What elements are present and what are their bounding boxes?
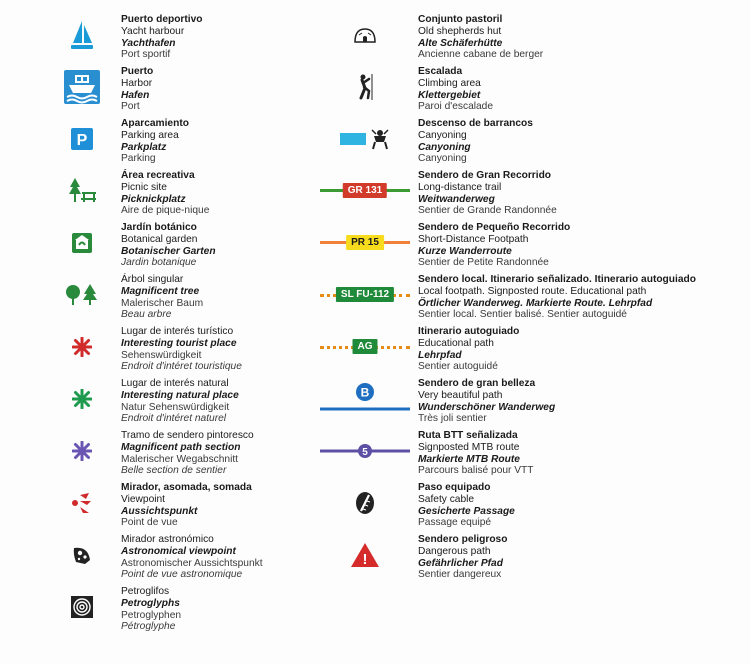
legend-english: Magnificent path section	[121, 441, 241, 453]
legend-entry	[320, 274, 740, 326]
legend-french: Sentier local. Sentier balisé. Sentier autoguidé	[418, 309, 627, 321]
picnic-icon	[52, 174, 112, 208]
legend-english: Harbor	[121, 77, 153, 89]
legend-entry	[52, 482, 352, 534]
sailboat-icon	[52, 18, 112, 52]
legend-german: Canyoning	[418, 141, 471, 153]
legend-entry	[320, 534, 740, 586]
legend-text	[121, 118, 189, 165]
legend-entry	[320, 14, 740, 66]
svg-text:B: B	[360, 385, 370, 400]
legend-german: Klettergebiet	[418, 89, 481, 101]
legend-french: Sentier de Grande Randonnée	[418, 205, 557, 217]
legend-entry	[52, 66, 352, 118]
purple-asterisk-icon	[52, 434, 112, 468]
legend-entry	[320, 170, 740, 222]
legend-text	[121, 14, 203, 61]
legend-title: Sendero de gran belleza	[418, 378, 536, 389]
legend-entry	[52, 326, 352, 378]
legend-english: Very beautiful path	[418, 389, 503, 401]
legend-german: Gesicherte Passage	[418, 505, 515, 517]
legend-german: Kurze Wanderroute	[418, 245, 512, 257]
red-asterisk-icon	[52, 330, 112, 364]
safety-cable-icon	[320, 486, 410, 520]
legend-french: Paroi d'escalade	[418, 101, 494, 113]
legend-text	[418, 430, 534, 477]
legend-german: Malerischer Baum	[121, 297, 204, 309]
legend-french: Point de vue	[121, 517, 178, 529]
legend-title: Descenso de barrancos	[418, 118, 533, 129]
legend-french: Passage equipé	[418, 517, 492, 529]
legend-english: Magnificent tree	[121, 285, 200, 297]
trail-label: GR 131	[343, 183, 387, 198]
legend-text	[121, 378, 239, 425]
legend-english: Interesting natural place	[121, 389, 239, 401]
legend-text	[121, 274, 203, 321]
legend-french: Ancienne cabane de berger	[418, 49, 544, 61]
legend-french: Sentier dangereux	[418, 569, 502, 581]
legend-text	[418, 66, 493, 113]
legend-text	[121, 586, 181, 633]
legend-title: Escalada	[418, 66, 463, 77]
svg-text:P: P	[76, 132, 88, 149]
legend-entry	[320, 66, 740, 118]
legend-german: Botanischer Garten	[121, 245, 216, 257]
legend-title: Mirador, asomada, somada	[121, 482, 252, 493]
legend-text	[121, 66, 153, 113]
ship-icon	[52, 70, 112, 104]
legend-french: Sentier autoguidé	[418, 361, 498, 373]
legend-text	[418, 482, 515, 529]
legend-english: Dangerous path	[418, 545, 491, 557]
legend-english: Signposted MTB route	[418, 441, 520, 453]
trail-label: AG	[353, 339, 378, 354]
legend-english: Short-Distance Footpath	[418, 233, 529, 245]
legend-title: Itinerario autoguiado	[418, 326, 520, 337]
legend-german: Picknickplatz	[121, 193, 186, 205]
legend-german: Astronomischer Aussichtspunkt	[121, 557, 263, 569]
legend-french: Endroit d'intéret naturel	[121, 413, 227, 425]
legend-text	[418, 534, 507, 581]
astronomical-viewpoint-icon	[52, 538, 112, 572]
warning-triangle-icon	[320, 538, 410, 572]
legend-german: Natur Sehenswürdigkeit	[121, 401, 230, 413]
legend-german: Alte Schäferhütte	[418, 37, 503, 49]
legend-french: Beau arbre	[121, 309, 172, 321]
legend-title: Mirador astronómico	[121, 534, 214, 545]
legend-title: Sendero de Pequeño Recorrido	[418, 222, 571, 233]
viewpoint-icon	[52, 486, 112, 520]
legend-french: Sentier de Petite Randonnée	[418, 257, 549, 269]
legend-text	[418, 14, 543, 61]
legend-text	[418, 170, 557, 217]
sl-trail-icon	[320, 278, 410, 312]
legend-french: Pétroglyphe	[121, 621, 176, 633]
legend-french: Canyoning	[418, 153, 467, 165]
legend-german: Petroglyphen	[121, 609, 182, 621]
legend-french: Parking	[121, 153, 156, 165]
svg-text:!: !	[362, 551, 368, 568]
svg-text:5: 5	[362, 447, 368, 458]
legend-title: Árbol singular	[121, 274, 184, 285]
mtb-route-icon	[320, 434, 410, 468]
legend-title: Tramo de sendero pintoresco	[121, 430, 254, 441]
legend-french: Jardin botanique	[121, 257, 197, 269]
legend-entry	[52, 118, 352, 170]
legend-entry	[52, 534, 352, 586]
legend-french: Port sportif	[121, 49, 171, 61]
legend-entry	[52, 586, 352, 638]
legend-german: Yachthafen	[121, 37, 176, 49]
legend-text	[418, 326, 519, 373]
legend-french: Aire de pique-nique	[121, 205, 210, 217]
legend-english: Local footpath. Signposted route. Educational path	[418, 285, 647, 297]
legend-title: Conjunto pastoril	[418, 14, 503, 25]
legend-english: Picnic site	[121, 181, 167, 193]
legend-german: Örtlicher Wanderweg. Markierte Route. Lehrpfad	[418, 297, 653, 309]
legend-english: Old shepherds hut	[418, 25, 502, 37]
legend-text	[418, 222, 570, 269]
legend-entry	[320, 378, 740, 430]
legend-title: Lugar de interés turístico	[121, 326, 234, 337]
shepherds-hut-icon	[320, 18, 410, 52]
legend-text	[121, 430, 254, 477]
ag-trail-icon	[320, 330, 410, 364]
legend-title: Paso equipado	[418, 482, 491, 493]
legend-english: Long-distance trail	[418, 181, 502, 193]
legend-german: Sehenswürdigkeit	[121, 349, 202, 361]
legend-german: Lehrpfad	[418, 349, 462, 361]
legend-english: Astronomical viewpoint	[121, 545, 236, 557]
climbing-icon	[320, 70, 410, 104]
legend-french: Très joli sentier	[418, 413, 487, 425]
legend-english: Safety cable	[418, 493, 475, 505]
legend-text	[418, 378, 555, 425]
legend-title: Área recreativa	[121, 170, 195, 181]
legend-title: Petroglifos	[121, 586, 170, 597]
legend-french: Point de vue astronomique	[121, 569, 243, 581]
parking-icon	[52, 122, 112, 156]
legend-french: Parcours balisé pour VTT	[418, 465, 534, 477]
legend-text	[121, 170, 209, 217]
legend-english: Canyoning	[418, 129, 467, 141]
legend-title: Sendero local. Itinerario señalizado. Itinerario autoguiado	[418, 274, 696, 285]
legend-text	[121, 326, 242, 373]
legend-title: Aparcamiento	[121, 118, 189, 129]
legend-german: Aussichtspunkt	[121, 505, 198, 517]
legend-english: Parking area	[121, 129, 179, 141]
legend-entry	[52, 274, 352, 326]
legend-entry	[52, 430, 352, 482]
legend-entry	[52, 170, 352, 222]
trail-label: SL FU-112	[336, 287, 394, 302]
canyoning-icon	[320, 122, 410, 156]
legend-entry	[320, 482, 740, 534]
legend-german: Gefährlicher Pfad	[418, 557, 503, 569]
legend-text	[121, 534, 263, 581]
legend-entry	[52, 222, 352, 274]
legend-text	[418, 118, 533, 165]
legend-title: Ruta BTT señalizada	[418, 430, 518, 441]
legend-english: Yacht harbour	[121, 25, 185, 37]
legend-title: Sendero peligroso	[418, 534, 508, 545]
legend-entry	[320, 118, 740, 170]
legend-title: Puerto	[121, 66, 154, 77]
legend-title: Jardín botánico	[121, 222, 197, 233]
legend-title: Sendero de Gran Recorrido	[418, 170, 552, 181]
legend-left-column	[52, 14, 352, 638]
legend-english: Interesting tourist place	[121, 337, 237, 349]
legend-french: Endroit d'intéret touristique	[121, 361, 242, 373]
botanical-garden-icon	[52, 226, 112, 260]
petroglyph-icon	[52, 590, 112, 624]
legend-german: Hafen	[121, 89, 150, 101]
legend-title: Lugar de interés natural	[121, 378, 229, 389]
legend-english: Petroglyphs	[121, 597, 180, 609]
legend-english: Educational path	[418, 337, 494, 349]
legend-text	[121, 482, 252, 529]
legend-german: Wunderschöner Wanderweg	[418, 401, 556, 413]
legend-english: Botanical garden	[121, 233, 198, 245]
trail-label: PR 15	[346, 235, 384, 250]
legend-right-column	[320, 14, 740, 586]
legend-french: Belle section de sentier	[121, 465, 227, 477]
beautiful-path-icon	[320, 382, 410, 416]
legend-german: Weitwanderweg	[418, 193, 495, 205]
legend-entry	[52, 14, 352, 66]
green-asterisk-icon	[52, 382, 112, 416]
legend-entry	[52, 378, 352, 430]
gr-trail-icon	[320, 174, 410, 208]
legend-entry	[320, 326, 740, 378]
legend-english: Viewpoint	[121, 493, 165, 505]
legend-english: Climbing area	[418, 77, 481, 89]
trees-icon	[52, 278, 112, 312]
pr-trail-icon	[320, 226, 410, 260]
legend-german: Parkplatz	[121, 141, 167, 153]
legend-french: Port	[121, 101, 140, 113]
legend-german: Markierte MTB Route	[418, 453, 520, 465]
legend-entry	[320, 430, 740, 482]
legend-text	[418, 274, 696, 321]
legend-german: Malerischer Wegabschnitt	[121, 453, 239, 465]
legend-entry	[320, 222, 740, 274]
legend-text	[121, 222, 216, 269]
legend-title: Puerto deportivo	[121, 14, 203, 25]
